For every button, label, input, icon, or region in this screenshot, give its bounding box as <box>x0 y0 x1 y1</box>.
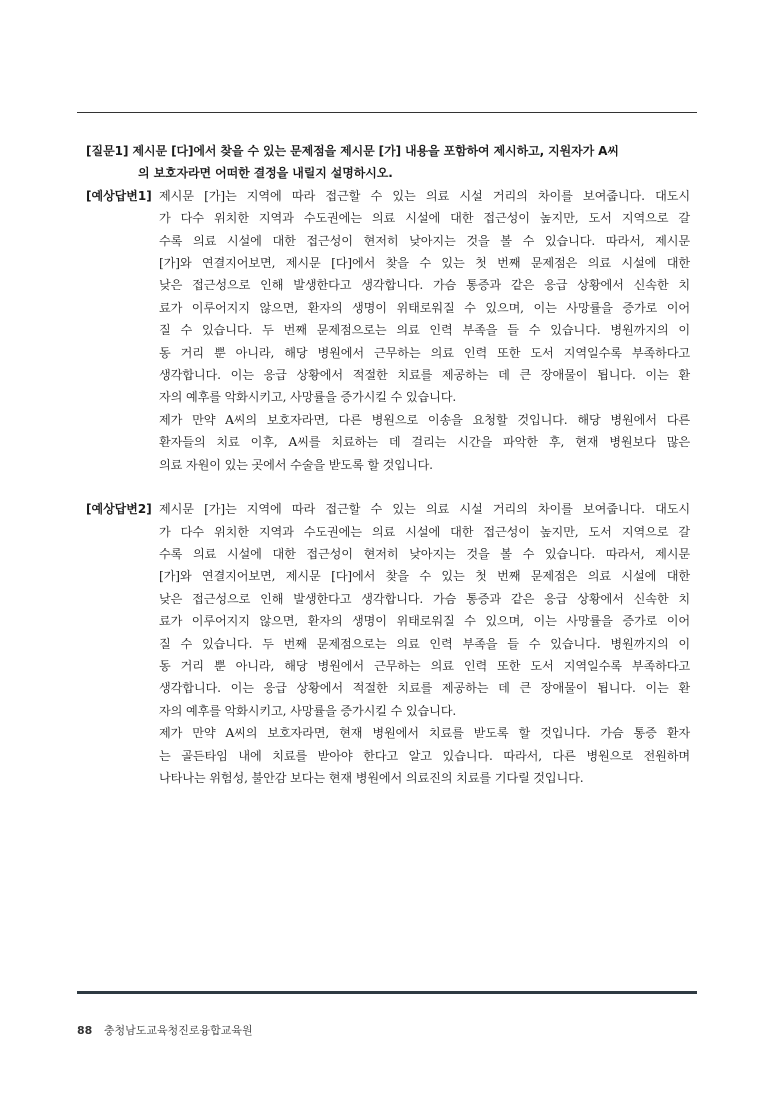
answer-text-line: 제시문 [가]는 지역에 따라 접근할 수 있는 의료 시설 거리의 차이를 보여줍니다. 대도시 <box>159 188 690 203</box>
answer-text-line: 자의 예후를 악화시키고, 사망률을 증가시킬 수 있습니다. <box>159 390 457 405</box>
answer-text-line: 낮은 접근성으로 인해 발생한다고 생각합니다. 가슴 통증과 같은 응급 상황에서 신속한 치 <box>159 591 690 606</box>
answer-block-2 <box>86 498 690 789</box>
publisher-name: 충청남도교육청진로융합교육원 <box>103 1024 253 1037</box>
answer-2-paragraph <box>159 498 690 722</box>
answer-text-line: 동 거리 뿐 아니라, 해당 병원에서 근무하는 의료 인력 또한 도서 지역일수록 부족하다고 <box>159 658 690 673</box>
answer-text-line: 동 거리 뿐 아니라, 해당 병원에서 근무하는 의료 인력 또한 도서 지역일수록 부족하다고 <box>159 345 690 360</box>
answer-text-line: 나타나는 위험성, 불안감 보다는 현재 병원에서 의료진의 치료를 기다릴 것입니다. <box>159 770 584 785</box>
answer-1-label: [예상답변1] <box>86 188 152 203</box>
document-body <box>86 140 690 789</box>
answer-text-line: 료가 이루어지지 않으면, 환자의 생명이 위태로워질 수 있으며, 이는 사망률을 증가로 이어 <box>159 614 690 629</box>
answer-text-line: 생각합니다. 이는 응급 상황에서 적절한 치료를 제공하는 데 큰 장애물이 됩니다. 이는 환 <box>159 681 690 696</box>
answer-1-paragraph <box>159 409 690 476</box>
page-number: 88 <box>77 1024 93 1037</box>
question-line-1: 제시문 [다]에서 찾을 수 있는 문제점을 제시문 [가] 내용을 포함하여 제시하고, 지원자가 A씨 <box>132 144 619 158</box>
page-footer <box>77 1022 253 1038</box>
answer-text-line: 수록 의료 시설에 대한 접근성이 현저히 낮아지는 것을 볼 수 있습니다. 따라서, 제시문 <box>159 233 690 248</box>
question-line-2: 의 보호자라면 어떠한 결정을 내릴지 설명하시오. <box>138 166 393 181</box>
answer-text-line: 제시문 [가]는 지역에 따라 접근할 수 있는 의료 시설 거리의 차이를 보여줍니다. 대도시 <box>159 502 690 517</box>
answer-2-paragraph <box>159 722 690 789</box>
answer-1-text <box>159 185 690 476</box>
answer-text-line: [가]와 연결지어보면, 제시문 [다]에서 찾을 수 있는 첫 번째 문제점은 의료 시설에 대한 <box>159 256 690 271</box>
answer-text-line: 가 다수 위치한 지역과 수도권에는 의료 시설에 대한 접근성이 높지만, 도서 지역으로 갈 <box>159 524 690 539</box>
answer-text-line: [가]와 연결지어보면, 제시문 [다]에서 찾을 수 있는 첫 번째 문제점은 의료 시설에 대한 <box>159 569 690 584</box>
answer-2-text <box>159 498 690 789</box>
answer-text-line: 료가 이루어지지 않으면, 환자의 생명이 위태로워질 수 있으며, 이는 사망률을 증가로 이어 <box>159 300 690 315</box>
answer-text-line: 제가 만약 A씨의 보호자라면, 다른 병원으로 이송을 요청할 것입니다. 해당 병원에서 다른 <box>159 412 690 427</box>
answer-text-line: 자의 예후를 악화시키고, 사망률을 증가시킬 수 있습니다. <box>159 703 457 718</box>
answer-text-line: 수록 의료 시설에 대한 접근성이 현저히 낮아지는 것을 볼 수 있습니다. 따라서, 제시문 <box>159 546 690 561</box>
answer-text-line: 제가 만약 A씨의 보호자라면, 현재 병원에서 치료를 받도록 할 것입니다. 가슴 통증 환자 <box>159 726 690 741</box>
answer-text-line: 낮은 접근성으로 인해 발생한다고 생각합니다. 가슴 통증과 같은 응급 상황에서 신속한 치 <box>159 278 690 293</box>
answer-text-line: 가 다수 위치한 지역과 수도권에는 의료 시설에 대한 접근성이 높지만, 도서 지역으로 갈 <box>159 211 690 226</box>
top-divider <box>77 112 697 113</box>
answer-text-line: 질 수 있습니다. 두 번째 문제점으로는 의료 인력 부족을 들 수 있습니다. 병원까지의 이 <box>159 323 690 338</box>
answer-text-line: 는 골든타임 내에 치료를 받아야 한다고 알고 있습니다. 따라서, 다른 병원으로 전원하며 <box>159 748 690 763</box>
question-block <box>86 140 690 162</box>
answer-text-line: 환자들의 치료 이후, A씨를 치료하는 데 걸리는 시간을 파악한 후, 현재 병원보다 많은 <box>159 435 690 450</box>
answer-block-1 <box>86 185 690 476</box>
answer-2-label: [예상답변2] <box>86 502 152 517</box>
answer-text-line: 의료 자원이 있는 곳에서 수술을 받도록 할 것입니다. <box>159 457 433 472</box>
answer-text-line: 생각합니다. 이는 응급 상황에서 적절한 치료를 제공하는 데 큰 장애물이 됩니다. 이는 환 <box>159 368 690 383</box>
answer-1-paragraph <box>159 185 690 409</box>
bottom-divider <box>77 991 697 994</box>
question-label: [질문1] <box>86 144 129 158</box>
answer-text-line: 질 수 있습니다. 두 번째 문제점으로는 의료 인력 부족을 들 수 있습니다. 병원까지의 이 <box>159 636 690 651</box>
